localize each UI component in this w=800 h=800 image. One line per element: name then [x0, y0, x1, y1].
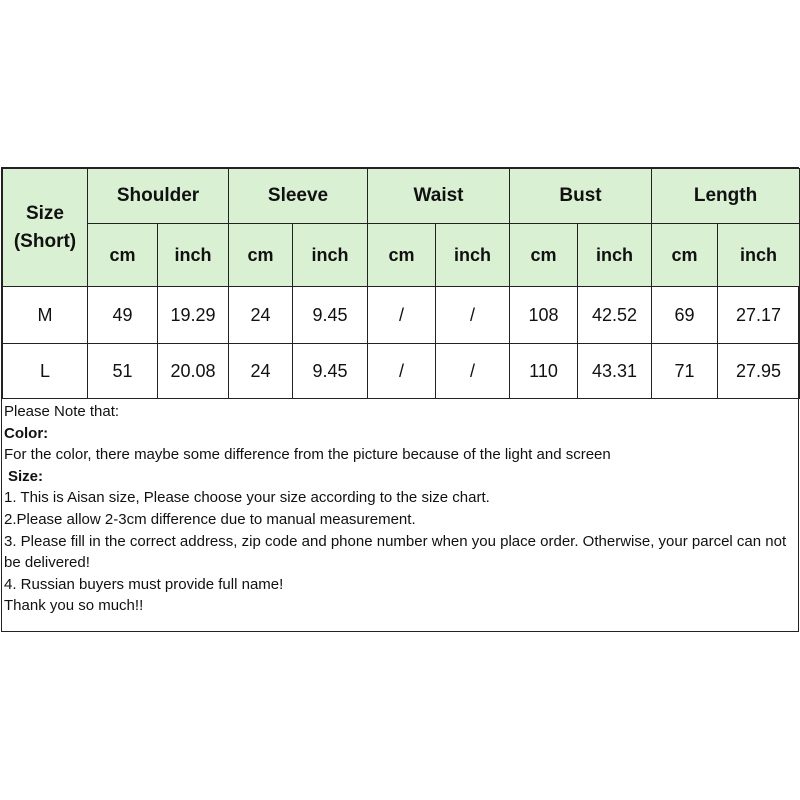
- unit-header: inch: [718, 224, 800, 287]
- size-table: [2, 168, 800, 399]
- size-heading: Size:: [8, 467, 44, 485]
- notes-section: [2, 399, 798, 617]
- table-cell: 9.45: [293, 287, 368, 344]
- color-heading: Color:: [4, 424, 49, 442]
- note-item: 2.Please allow 2-3cm difference due to manual measurement.: [4, 510, 416, 528]
- table-row: [3, 287, 800, 344]
- group-header: Sleeve: [229, 169, 368, 224]
- table-cell: 51: [88, 344, 158, 399]
- group-header: Bust: [510, 169, 652, 224]
- size-header-line1: Size: [25, 202, 65, 224]
- unit-header: cm: [229, 224, 293, 287]
- unit-header: cm: [368, 224, 436, 287]
- table-cell: 20.08: [158, 344, 229, 399]
- note-item: 1. This is Aisan size, Please choose your size according to the size chart.: [4, 489, 490, 507]
- table-cell: 9.45: [293, 344, 368, 399]
- unit-header: cm: [652, 224, 718, 287]
- table-cell: 110: [510, 344, 578, 399]
- size-chart-sheet: [1, 167, 799, 632]
- table-cell: 27.17: [718, 287, 800, 344]
- unit-header: inch: [158, 224, 229, 287]
- note-item: 4. Russian buyers must provide full name!: [4, 575, 284, 593]
- notes-closing: Thank you so much!!: [4, 597, 144, 615]
- size-label: L: [3, 344, 88, 399]
- group-header: Length: [652, 169, 800, 224]
- unit-header: inch: [293, 224, 368, 287]
- notes-intro: Please Note that:: [4, 403, 120, 420]
- unit-header: inch: [578, 224, 652, 287]
- size-header-line2: (Short): [13, 230, 77, 252]
- unit-header: cm: [88, 224, 158, 287]
- table-cell: 108: [510, 287, 578, 344]
- table-cell: 24: [229, 287, 293, 344]
- table-cell: /: [368, 287, 436, 344]
- color-note: For the color, there maybe some difference from the picture because of the light and screen: [4, 446, 611, 464]
- table-cell: /: [436, 344, 510, 399]
- table-cell: 69: [652, 287, 718, 344]
- table-cell: 71: [652, 344, 718, 399]
- note-item: 3. Please fill in the correct address, zip code and phone number when you place order. Otherwise, your parcel can not be delivered!: [4, 532, 787, 572]
- unit-header-row: [3, 224, 800, 287]
- group-header: Shoulder: [88, 169, 229, 224]
- size-label: M: [3, 287, 88, 344]
- table-cell: 24: [229, 344, 293, 399]
- unit-header: cm: [510, 224, 578, 287]
- table-cell: 19.29: [158, 287, 229, 344]
- table-cell: 27.95: [718, 344, 800, 399]
- table-cell: /: [368, 344, 436, 399]
- table-header-row: [3, 169, 800, 224]
- table-cell: 42.52: [578, 287, 652, 344]
- table-cell: 49: [88, 287, 158, 344]
- table-cell: /: [436, 287, 510, 344]
- unit-header: inch: [436, 224, 510, 287]
- table-row: [3, 344, 800, 399]
- table-cell: 43.31: [578, 344, 652, 399]
- size-column-header: [3, 169, 88, 287]
- group-header: Waist: [368, 169, 510, 224]
